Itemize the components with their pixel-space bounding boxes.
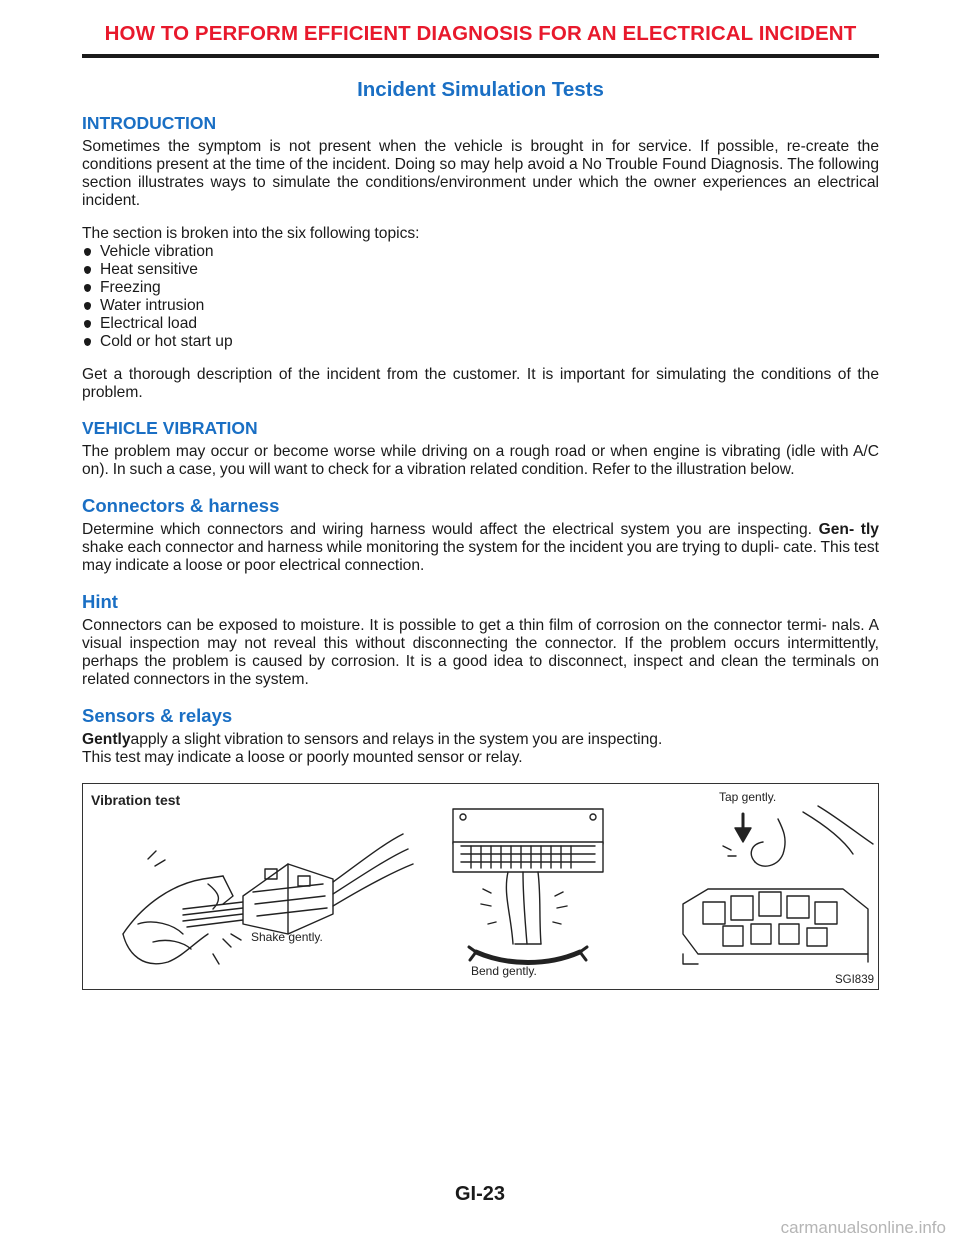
- shake-connector-drawing: [123, 834, 413, 964]
- main-content: [82, 78, 879, 767]
- topic-label: Cold or hot start up: [100, 333, 233, 350]
- list-item: [82, 243, 879, 261]
- vibration-test-figure: [82, 783, 879, 990]
- topic-label: Electrical load: [100, 315, 198, 332]
- page-title: Incident Simulation Tests: [357, 78, 604, 101]
- introduction-heading: INTRODUCTION: [82, 113, 217, 133]
- hint-heading: Hint: [82, 591, 118, 612]
- connectors-heading: Connectors & harness: [82, 495, 280, 516]
- bullet-icon: [84, 338, 91, 346]
- bullet-icon: [84, 284, 91, 292]
- emphasis-gently: Gently: [82, 731, 131, 748]
- header-rule: [82, 54, 879, 58]
- figure-label: Vibration test: [91, 792, 181, 808]
- caption-tap-gently: Tap gently.: [719, 790, 777, 804]
- sensors-paragraph: Gentlyapply a slight vibration to sensors and relays in the system you are inspecting.: [82, 731, 663, 748]
- bullet-icon: [84, 266, 91, 274]
- vehicle-vibration-paragraph: The problem may occur or become worse while driving on a rough road or when engine is vibrating (idle with A/C on). In such a case, you will want to check for a vibration related condition. Refer to the illustration below.: [82, 443, 879, 478]
- topic-label: Freezing: [100, 279, 161, 296]
- vibration-test-illustration: [83, 784, 878, 989]
- watermark: carmanualsonline.info: [780, 1218, 946, 1237]
- tap-relay-drawing: [683, 806, 873, 964]
- list-item: [82, 333, 879, 351]
- page-number: GI-23: [454, 1183, 506, 1205]
- emphasis-gently: Gen- tly: [818, 521, 879, 538]
- list-item: [82, 315, 879, 333]
- bend-harness-drawing: [453, 809, 603, 963]
- list-item: [82, 297, 879, 315]
- list-item: [82, 279, 879, 297]
- introduction-paragraph-3: Get a thorough description of the incident from the customer. It is important for simulating the conditions of the problem.: [82, 366, 879, 401]
- introduction-paragraph-2: The section is broken into the six following topics:: [82, 225, 420, 242]
- page-header-title: HOW TO PERFORM EFFICIENT DIAGNOSIS FOR AN ELECTRICAL INCIDENT: [104, 22, 857, 45]
- connectors-paragraph: Determine which connectors and wiring harness would affect the electrical system you are inspecting. Gen- tly shake each connector and harness while monitoring the system for the incident you are trying to dupli- cate. This test may indicate a loose or poor electrical connection.: [82, 521, 879, 574]
- figure-code: SGI839: [835, 974, 874, 986]
- introduction-paragraph-1: Sometimes the symptom is not present when the vehicle is brought in for service. If possible, re-create the conditions present at the time of the incident. Doing so may help avoid a No Trouble Found Diagnosis. The following section illustrates ways to simulate the conditions/environment under which the owner experiences an electrical incident.: [82, 138, 879, 209]
- bullet-icon: [84, 248, 91, 256]
- topics-list: [82, 243, 879, 351]
- sensors-heading: Sensors & relays: [82, 705, 233, 726]
- bullet-icon: [84, 302, 91, 310]
- bullet-icon: [84, 320, 91, 328]
- topic-label: Vehicle vibration: [100, 243, 214, 260]
- caption-bend-gently: Bend gently.: [471, 964, 537, 978]
- list-item: [82, 261, 879, 279]
- vehicle-vibration-heading: VEHICLE VIBRATION: [82, 418, 258, 438]
- caption-shake-gently: Shake gently.: [251, 930, 323, 944]
- hint-paragraph: Connectors can be exposed to moisture. It is possible to get a thin film of corrosion on the connector termi- nals. A visual inspection may not reveal this without disconnecting the connector. If the problem occurs intermittently, perhaps the problem is caused by corrosion. It is a good idea to disconnect, inspect and clean the terminals on related connectors in the system.: [82, 617, 879, 688]
- topic-label: Heat sensitive: [100, 261, 198, 278]
- topic-label: Water intrusion: [100, 297, 205, 314]
- sensors-paragraph-2: This test may indicate a loose or poorly mounted sensor or relay.: [82, 749, 523, 766]
